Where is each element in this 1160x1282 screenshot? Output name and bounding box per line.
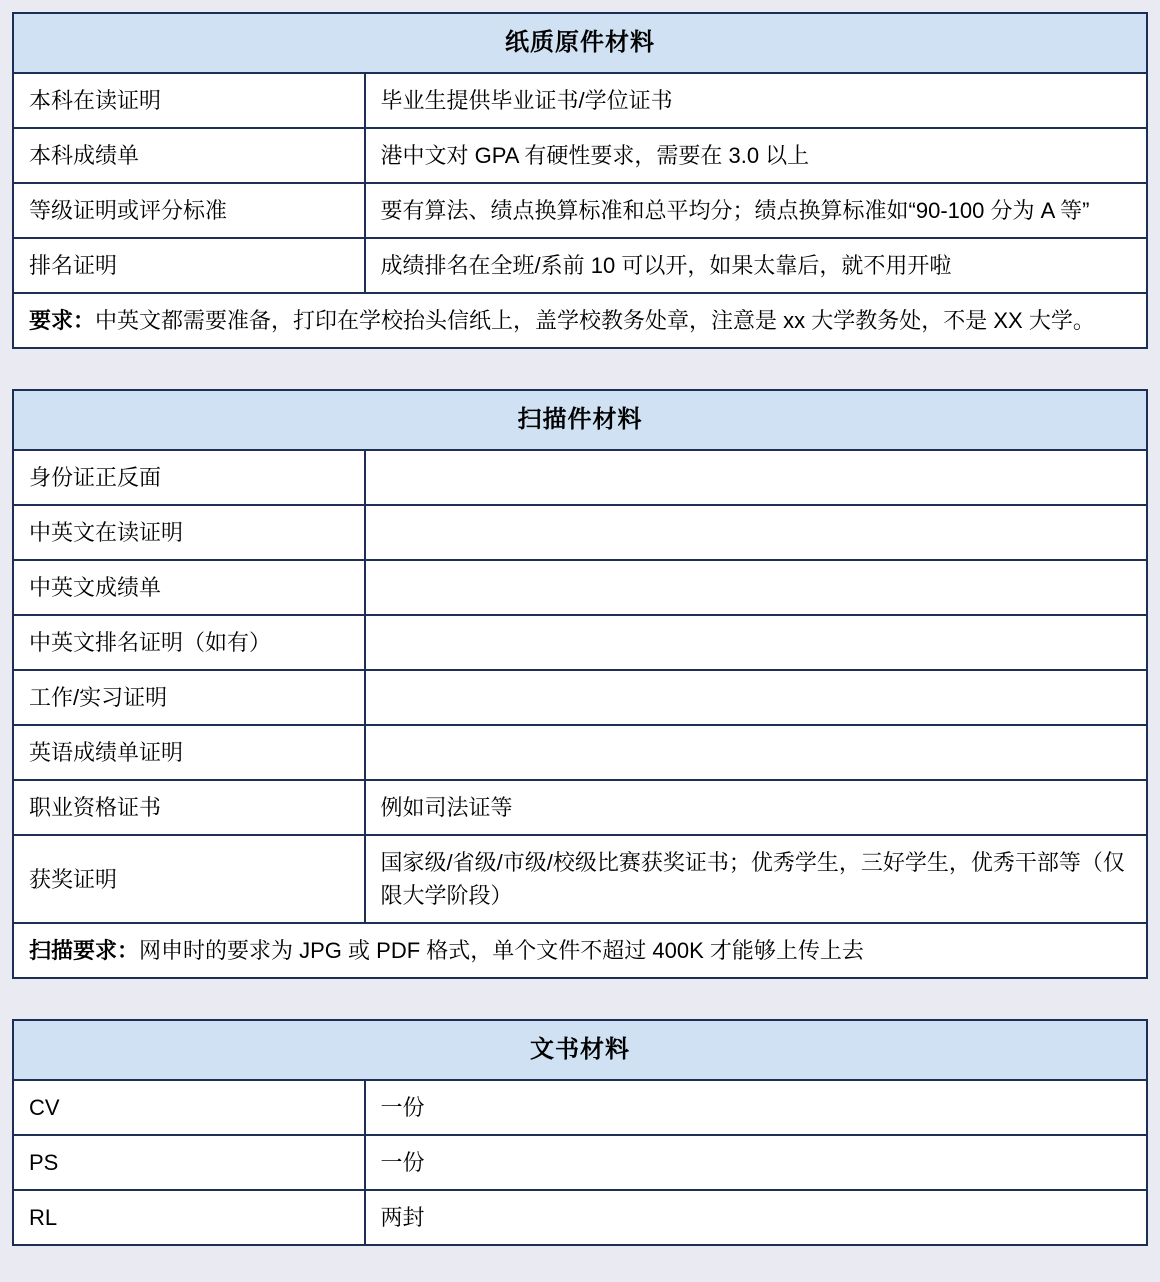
table-note-row	[13, 923, 1147, 978]
material-label: 中英文成绩单	[13, 560, 365, 615]
material-label: CV	[13, 1080, 365, 1135]
material-label: 本科在读证明	[13, 73, 365, 128]
table-row	[13, 128, 1147, 183]
table-row	[13, 670, 1147, 725]
material-label: 本科成绩单	[13, 128, 365, 183]
table-header-row	[13, 1020, 1147, 1080]
material-label: 工作/实习证明	[13, 670, 365, 725]
table-header-row	[13, 13, 1147, 73]
material-value	[365, 670, 1147, 725]
material-label: 职业资格证书	[13, 780, 365, 835]
material-label: PS	[13, 1135, 365, 1190]
material-value	[365, 505, 1147, 560]
material-value: 两封	[365, 1190, 1147, 1245]
table-row	[13, 450, 1147, 505]
material-value: 例如司法证等	[365, 780, 1147, 835]
table-note	[13, 923, 1147, 978]
table-row	[13, 183, 1147, 238]
table-row	[13, 1135, 1147, 1190]
material-value	[365, 560, 1147, 615]
table-row	[13, 238, 1147, 293]
table-header-row	[13, 390, 1147, 450]
material-label: 中英文在读证明	[13, 505, 365, 560]
table-row	[13, 615, 1147, 670]
table-title-scan: 扫描件材料	[13, 390, 1147, 450]
note-label: 扫描要求：	[29, 938, 140, 963]
material-label: 中英文排名证明（如有）	[13, 615, 365, 670]
table-row	[13, 560, 1147, 615]
note-label: 要求：	[29, 308, 96, 333]
material-value	[365, 725, 1147, 780]
scan-materials-table	[12, 389, 1148, 979]
table-row	[13, 780, 1147, 835]
material-value: 成绩排名在全班/系前 10 可以开，如果太靠后，就不用开啦	[365, 238, 1147, 293]
table-row	[13, 1080, 1147, 1135]
material-value: 港中文对 GPA 有硬性要求，需要在 3.0 以上	[365, 128, 1147, 183]
material-value: 一份	[365, 1080, 1147, 1135]
table-row	[13, 73, 1147, 128]
document-materials-table	[12, 1019, 1148, 1246]
table-row	[13, 505, 1147, 560]
table-row	[13, 725, 1147, 780]
table-title-paper: 纸质原件材料	[13, 13, 1147, 73]
paper-materials-table	[12, 12, 1148, 349]
material-label: 等级证明或评分标准	[13, 183, 365, 238]
table-note-row	[13, 293, 1147, 348]
material-value: 要有算法、绩点换算标准和总平均分；绩点换算标准如“90-100 分为 A 等”	[365, 183, 1147, 238]
material-value	[365, 615, 1147, 670]
note-text: 网申时的要求为 JPG 或 PDF 格式，单个文件不超过 400K 才能够上传上去	[139, 938, 864, 963]
material-label: RL	[13, 1190, 365, 1245]
material-value: 一份	[365, 1135, 1147, 1190]
material-label: 身份证正反面	[13, 450, 365, 505]
material-value: 国家级/省级/市级/校级比赛获奖证书；优秀学生，三好学生，优秀干部等（仅限大学阶段）	[365, 835, 1147, 923]
note-text: 中英文都需要准备，打印在学校抬头信纸上，盖学校教务处章，注意是 xx 大学教务处，不是 XX 大学。	[95, 308, 1095, 333]
table-title-documents: 文书材料	[13, 1020, 1147, 1080]
table-row	[13, 835, 1147, 923]
table-note	[13, 293, 1147, 348]
material-label: 排名证明	[13, 238, 365, 293]
material-value: 毕业生提供毕业证书/学位证书	[365, 73, 1147, 128]
material-label: 英语成绩单证明	[13, 725, 365, 780]
material-value	[365, 450, 1147, 505]
material-label: 获奖证明	[13, 835, 365, 923]
table-row	[13, 1190, 1147, 1245]
